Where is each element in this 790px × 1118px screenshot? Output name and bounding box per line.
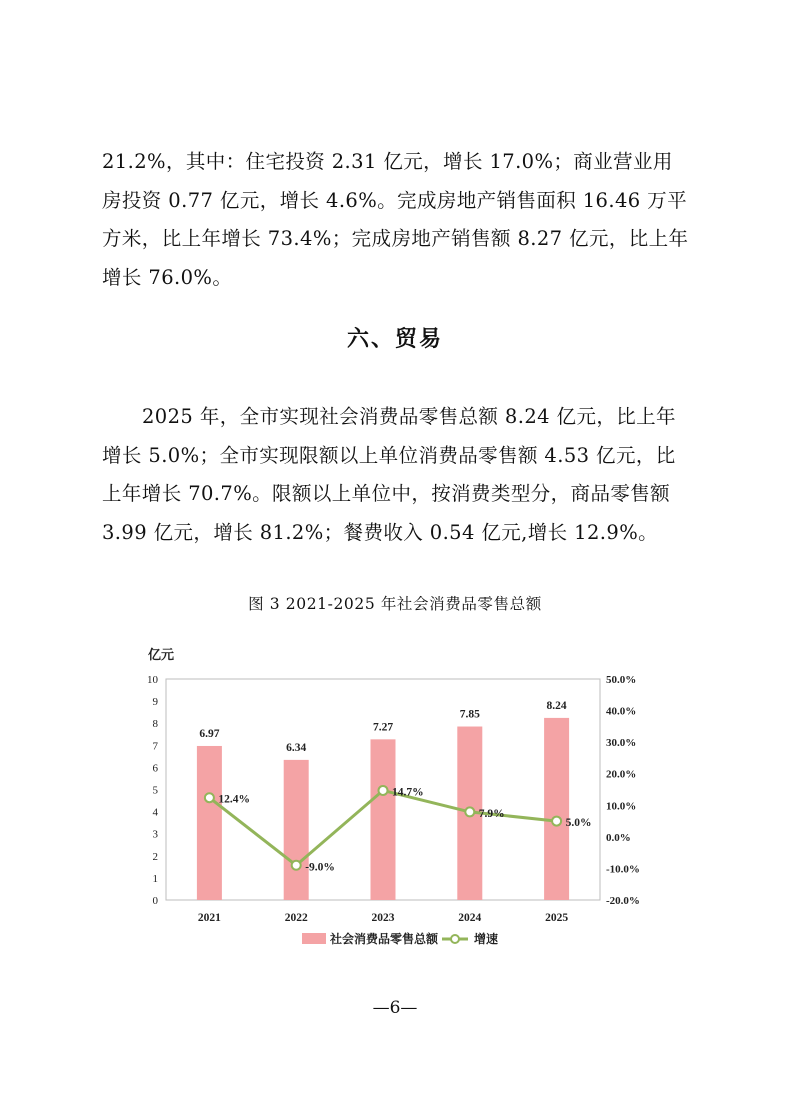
bar-data-label: 6.34 xyxy=(286,741,307,754)
growth-point-2021 xyxy=(205,793,214,802)
right-axis-tick-label: 20.0% xyxy=(606,768,637,781)
x-axis-tick-label: 2023 xyxy=(371,912,395,924)
x-axis-tick-label: 2022 xyxy=(284,912,308,924)
growth-data-label: 12.4% xyxy=(218,793,251,806)
left-axis-tick-label: 6 xyxy=(152,762,158,775)
x-axis-tick-label: 2024 xyxy=(458,912,482,924)
left-axis-tick-label: 5 xyxy=(152,784,158,797)
legend-line-label: 增速 xyxy=(474,932,499,946)
bar-data-label: 8.24 xyxy=(546,699,567,712)
bar-data-label: 7.85 xyxy=(459,708,480,721)
left-axis-label: 亿元 xyxy=(148,647,175,662)
x-axis-tick-label: 2025 xyxy=(545,912,569,924)
growth-data-label: -9.0% xyxy=(305,861,335,874)
left-axis-tick-label: 3 xyxy=(152,828,158,841)
left-axis-tick-label: 10 xyxy=(147,674,158,686)
left-axis-tick-label: 9 xyxy=(152,696,158,709)
right-axis-tick-label: -10.0% xyxy=(606,863,640,876)
paragraph-real-estate: 21.2%，其中：住宅投资 2.31 亿元，增长 17.0%；商业营业用房投资 0.77 亿元，增长 4.6%。完成房地产销售面积 16.46 万平方米，比上年增长 73.4%；完成房地产销售额 8.27 亿元，比上年增长 76.0%。 xyxy=(102,150,689,289)
figure-title: 图 3 2021-2025 年社会消费品零售总额 xyxy=(248,595,542,613)
legend-line-marker xyxy=(451,935,459,943)
bar-2023 xyxy=(371,739,396,900)
x-axis-tick-label: 2021 xyxy=(197,912,221,924)
growth-point-2022 xyxy=(292,861,301,870)
bar-data-label: 6.97 xyxy=(199,727,220,740)
retail-sales-chart xyxy=(130,635,660,955)
left-axis-tick-label: 1 xyxy=(152,872,158,885)
left-axis-tick-label: 7 xyxy=(152,740,158,753)
right-axis-tick-label: 10.0% xyxy=(606,800,637,813)
right-axis-tick-label: 30.0% xyxy=(606,737,637,750)
growth-point-2023 xyxy=(379,786,388,795)
left-axis-tick-label: 2 xyxy=(152,850,158,863)
section-title: 六、贸易 xyxy=(346,327,443,352)
right-axis-tick-label: -20.0% xyxy=(606,895,640,907)
bar-2025 xyxy=(544,718,569,900)
paragraph-trade: 2025 年，全市实现社会消费品零售总额 8.24 亿元，比上年增长 5.0%；全市实现限额以上单位消费品零售额 4.53 亿元，比上年增长 70.7%。限额以上单位中，按消费类型分，商品零售额 3.99 亿元，增长 81.2%；餐费收入 0.54 亿元,增长 12.9%。 xyxy=(102,405,676,544)
legend-bar-label: 社会消费品零售总额 xyxy=(330,932,439,946)
left-axis-tick-label: 0 xyxy=(152,895,158,907)
left-axis-tick-label: 4 xyxy=(152,806,158,819)
growth-point-2025 xyxy=(552,817,561,826)
right-axis-tick-label: 40.0% xyxy=(606,705,637,718)
page-number: —6— xyxy=(372,998,418,1018)
growth-data-label: 5.0% xyxy=(565,817,592,830)
left-axis-tick-label: 8 xyxy=(152,718,158,731)
bar-2021 xyxy=(197,746,222,900)
right-axis-tick-label: 0.0% xyxy=(606,831,631,844)
growth-point-2024 xyxy=(465,807,474,816)
bar-2022 xyxy=(284,760,309,900)
right-axis-tick-label: 50.0% xyxy=(606,674,637,686)
legend-bar-swatch xyxy=(302,933,326,944)
growth-data-label: 7.9% xyxy=(478,807,505,820)
growth-data-label: 14.7% xyxy=(392,786,424,799)
bar-data-label: 7.27 xyxy=(372,721,394,734)
